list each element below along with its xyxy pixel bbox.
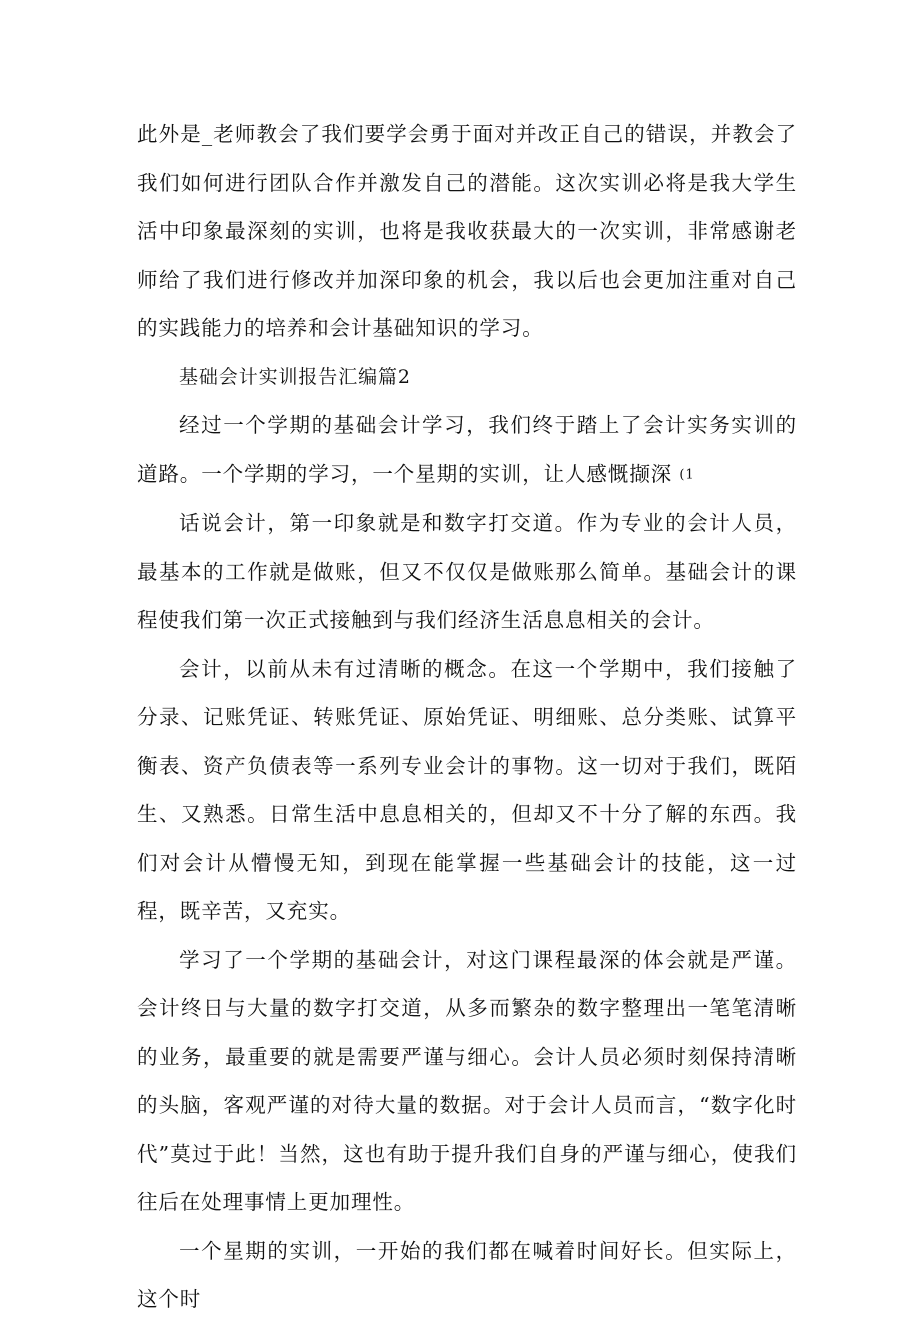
- document-body: [137, 110, 797, 1324]
- paragraph-intro-text: 经过一个学期的基础会计学习，我们终于踏上了会计实务实训的道路。一个学期的学习，一个星期的实训，让人感慨撷深: [137, 413, 797, 486]
- footnote-mark: (1: [679, 466, 695, 482]
- paragraph-closing-remarks: 此外是_老师教会了我们要学会勇于面对并改正自己的错误，并教会了我们如何进行团队合作并激发自己的潜能。这次实训必将是我大学生活中印象最深刻的实训，也将是我收获最大的一次实训，非常感谢老师给了我们进行修改并加深印象的机会，我以后也会更加注重对自己的实践能力的培养和会计基础知识的学习。: [137, 122, 797, 340]
- paragraph-concepts: 会计，以前从未有过清晰的概念。在这一个学期中，我们接触了分录、记账凭证、转账凭证、原始凭证、明细账、总分类账、试算平衡表、资产负债表等一系列专业会计的事物。这一切对于我们，既陌生、又熟悉。日常生活中息息相关的，但却又不十分了解的东西。我们对会计从懵慢无知，到现在能掌握一些基础会计的技能，这一过程，既辛苦，又充实。: [137, 656, 797, 924]
- section-heading-part-2: 基础会计实训报告汇编篇2: [179, 365, 411, 388]
- paragraph-rigor: 学习了一个学期的基础会计，对这门课程最深的体会就是严谨。会计终日与大量的数字打交道，从多而繁杂的数字整理出一笔笔清晰的业务，最重要的就是需要严谨与细心。会计人员必须时刻保持清晰的头脑，客观严谨的对待大量的数据。对于会计人员而言，“数字化时代”莫过于此！当然，这也有助于提升我们自身的严谨与细心，使我们往后在处理事情上更加理性。: [137, 947, 797, 1215]
- paragraph-intro: [137, 401, 797, 499]
- paragraph-first-impression: 话说会计，第一印象就是和数字打交道。作为专业的会计人员，最基本的工作就是做账，但又不仅仅是做账那么简单。基础会计的课程使我们第一次正式接触到与我们经济生活息息相关的会计。: [137, 511, 797, 633]
- paragraph-training-week: 一个星期的实训，一开始的我们都在喊着时间好长。但实际上，这个时: [137, 1238, 797, 1312]
